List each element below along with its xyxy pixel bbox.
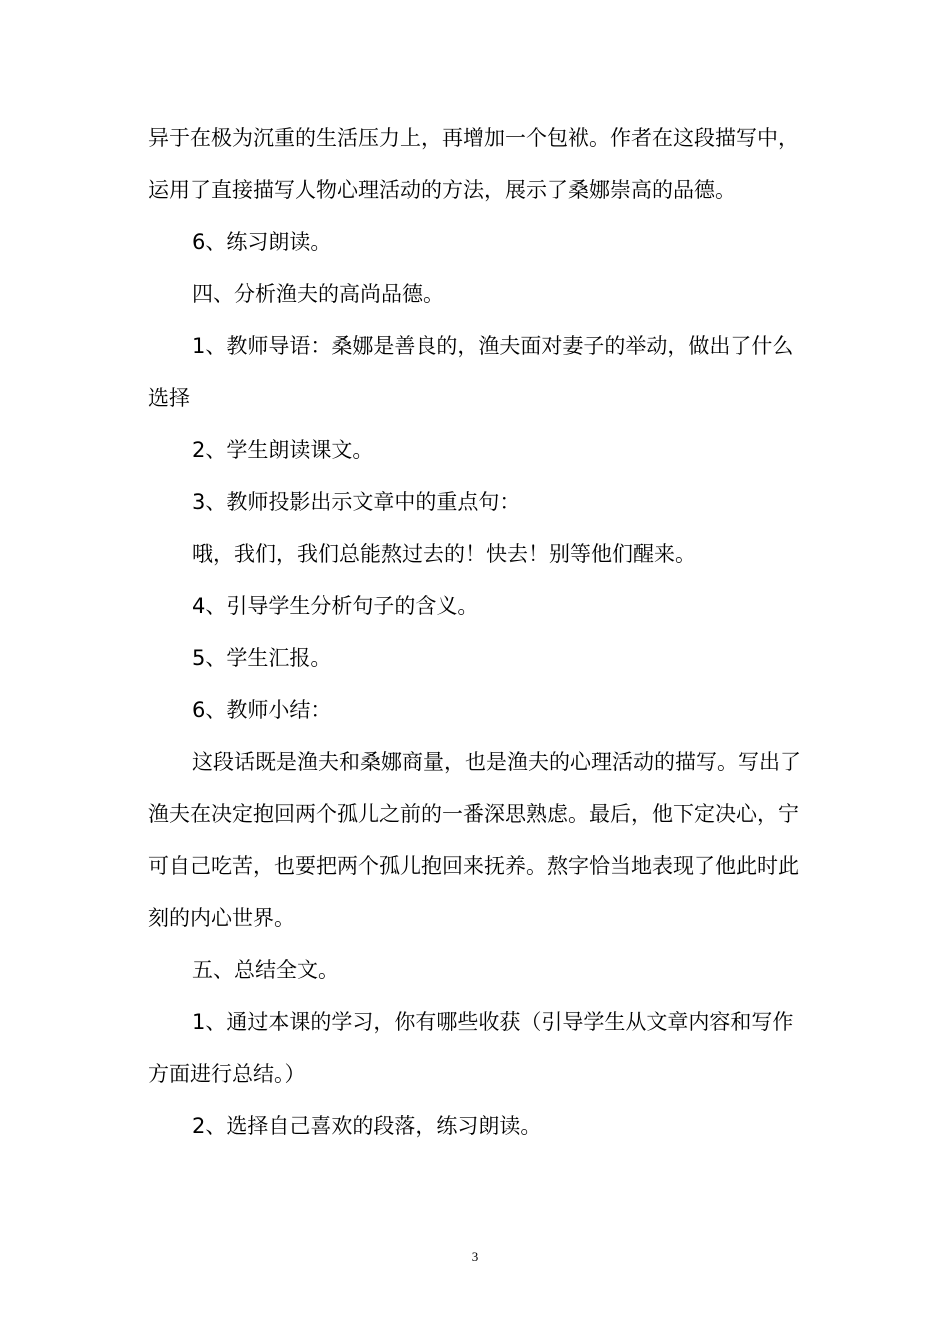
section-heading-four: 四、分析渔夫的高尚品德。 [192,282,444,306]
paragraph-student-report: 5、学生汇报。 [192,646,332,670]
paragraph-teacher-summary: 6、教师小结： [192,698,332,722]
paragraph-practice-reading: 6、练习朗读。 [192,230,332,254]
document-body [148,112,808,1152]
section-heading-five: 五、总结全文。 [192,958,339,982]
paragraph-teacher-intro: 1、教师导语：桑娜是善良的，渔夫面对妻子的举动，做出了什么选择 [148,334,794,410]
paragraph-analyze-sentence: 4、引导学生分析句子的含义。 [192,594,479,618]
paragraph-quote: 哦，我们，我们总能熬过去的！快去！别等他们醒来。 [192,542,696,566]
paragraph-student-reading: 2、学生朗读课文。 [192,438,374,462]
paragraph-choose-passage: 2、选择自己喜欢的段落，练习朗读。 [192,1114,542,1138]
page-number: 3 [471,1249,479,1264]
paragraph-key-sentence: 3、教师投影出示文章中的重点句： [192,490,521,514]
paragraph-continuation: 异于在极为沉重的生活压力上，再增加一个包袱。作者在这段描写中，运用了直接描写人物心理活动的方法，展示了桑娜崇高的品德。 [148,126,799,202]
paragraph-summary-body: 这段话既是渔夫和桑娜商量，也是渔夫的心理活动的描写。写出了渔夫在决定抱回两个孤儿之前的一番深思熟虑。最后，他下定决心，宁可自己吃苦，也要把两个孤儿抱回来抚养。熬字恰当地表现了他此时此刻的内心世界。 [148,750,801,930]
paragraph-lesson-gains: 1、通过本课的学习，你有哪些收获（引导学生从文章内容和写作方面进行总结。） [148,1010,794,1086]
